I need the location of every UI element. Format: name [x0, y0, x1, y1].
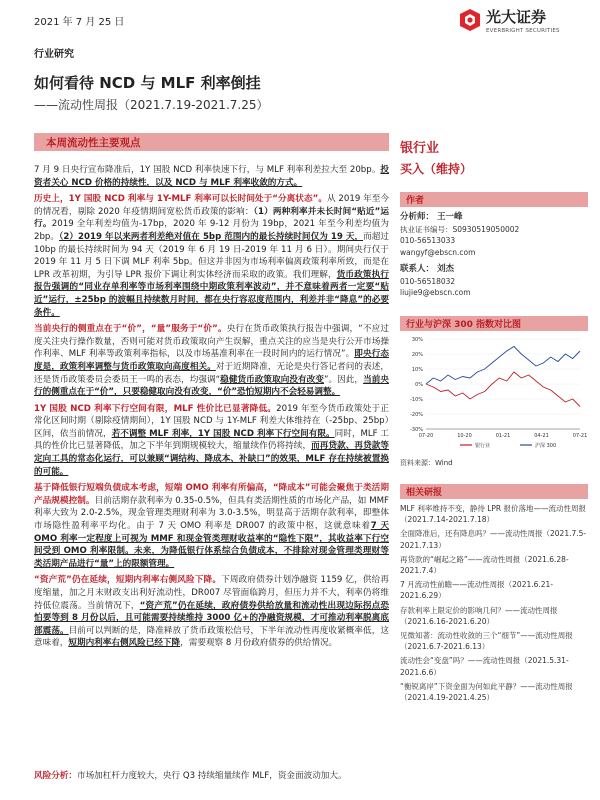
- report-body: [34, 164, 389, 654]
- report-date: 2021 年 7 月 25 日: [34, 17, 125, 28]
- reports-header-label: 相关研报: [406, 488, 443, 498]
- paragraph-text: 而超过 10bp 的最长持续时间为 94 天（2019 年 6 月 19 日-2019 年 11 月 6 日）。期间央行仅于 2019 年 11 月 5 日下调 MLF 利率 5bp。但这并非因为市场利率偏离政策利率所致，而是在 LPR 改革初期，为引导 LPR 报价下调让利实体经济而采取的政策。我们理解，: [34, 231, 389, 280]
- author-detail: 执业证书编号：S0930519050002: [400, 224, 520, 234]
- body-paragraph: [34, 403, 389, 479]
- paragraph-text: ，需要观察 8 月份政府债券的供给情况。: [180, 638, 338, 649]
- everbright-logo-icon: [458, 8, 482, 32]
- reports-header: [400, 484, 588, 499]
- paragraph-text: “资产荒”仍在延续，短期内利率右侧风险下降。: [34, 575, 222, 586]
- paragraph-text: 当前央行的侧重点在于“价”，只要稳健取向没有改变，“价”恐怕短期内不会轻易调整。: [34, 374, 389, 398]
- legend-label: 沪深 300: [535, 443, 557, 449]
- paragraph-text: （2）2019 年以来两者利差绝对值在 5bp 范围内的最长持续时间仅为 19 天，: [59, 231, 364, 242]
- body-paragraph: [34, 482, 389, 570]
- related-report-link[interactable]: 全面降准后，还有降息吗？——流动性周报（2021.7.5-2021.7.13）: [400, 529, 587, 550]
- paragraph-text: 同时，MLF 工具的性价比已显著降低，加之下半年到期规模较大，缩量续作仍将持续，: [34, 428, 389, 452]
- paragraph-text: 从 2019 年至今的情况看，剔除 2020 年疫情期间宽松货币政策的影响：: [34, 194, 389, 217]
- paragraph-text: 若不调整 MLF 利率，1Y 国股 NCD 利率下行空间有限。: [111, 428, 335, 439]
- paragraph-text: 7 天 OMO 利率一定程度上可视为 MMF 和现金管类理财收益率的“隐性下限”，其收益率下行空间受到 OMO 利率限制。未来，为降低银行体系综合负债成本，不排除对现金管理类理财等类活期产品进行“量”上的限额管理。: [34, 521, 389, 569]
- series-line-1: [426, 347, 580, 385]
- y-tick-label: 0%: [415, 382, 423, 388]
- y-tick-label: -30%: [410, 427, 423, 433]
- paragraph-text: 投资者关心 NCD 价格的持续性，以及 NCD 与 MLF 利率收敛的方式。: [34, 165, 389, 188]
- y-tick-label: -10%: [410, 397, 423, 403]
- chart-header-label: 行业与沪深 300 指数对比图: [406, 320, 522, 330]
- risk-label: 风险分析：: [34, 771, 77, 781]
- industry-name: 银行业: [400, 141, 440, 156]
- report-title: 如何看待 NCD 与 MLF 利率倒挂: [34, 74, 261, 92]
- index-comparison-chart: [400, 333, 588, 453]
- report-category: 行业研究: [34, 49, 74, 60]
- author-list: [400, 212, 588, 305]
- rating: 买入（维持）: [400, 162, 473, 176]
- paragraph-text: 2019 全年利差均值为-17bp，2020 年 9-12 月份为 19bp，2021 年至今利差均值为 2bp。: [34, 219, 389, 242]
- author-detail: liujie9@ebscn.com: [400, 288, 471, 297]
- logo-subtext: EVERBRIGHT SECURITIES: [486, 28, 560, 34]
- x-tick-label: 01-21: [495, 433, 511, 439]
- x-tick-label: 10-20: [457, 433, 472, 439]
- paragraph-text: 目前活期存款利率为 0.35-0.5%，但具有类活期性质的市场化产品，如 MMF 利率大致为 2.0-2.5%，现金管理类理财利率为 3.0-3.5%，明显高于活期存款利率，即整体市场隐性盈利率平均化。由于 7 天 OMO 利率是 DR007 的政策中枢，这就意味着: [34, 495, 389, 532]
- y-tick-label: 10%: [411, 367, 423, 373]
- y-tick-label: -20%: [410, 412, 423, 418]
- author-header: [400, 192, 588, 207]
- paragraph-text: ”。因此，: [323, 374, 364, 385]
- paragraph-text: 短期内利率右侧风险已经下降: [68, 638, 181, 649]
- report-subtitle: ——流动性周报（2021.7.19-2021.7.25）: [34, 98, 269, 112]
- y-tick-label: 20%: [411, 352, 423, 358]
- section-title: 本周流动性主要观点: [46, 137, 141, 149]
- chart-header: [400, 316, 588, 331]
- author-detail: 010-56518032: [400, 276, 456, 286]
- body-paragraph: [34, 164, 389, 189]
- section-header: [34, 133, 389, 151]
- body-paragraph: [34, 574, 389, 650]
- paragraph-text: 央行在货币政策执行报告中强调，“不应过度关注央行操作数量，否则可能对货币政策取向产生误解，重点关注的应当是央行公开市场操作利率、MLF 利率等政策利率指标，以及市场基准利率在一段时间内的运行情况”。: [34, 324, 390, 360]
- related-reports: [400, 503, 588, 706]
- related-report-link[interactable]: “衡锐离岸”下资金面为何如此平静？——流动性周报（2021.4.19-2021.4.25）: [400, 681, 573, 703]
- series-line-0: [426, 372, 580, 407]
- paragraph-text: 货币政策执行报告强调的“同业存单利率等市场利率围绕中期政策利率波动”，并不意味着两者一定要“贴近”运行，±25bp 的波幅且持续数月时间，都在央行容忍度范围内，利差并非“降息”的必要条件。: [34, 269, 389, 318]
- author-name: 联系人： 刘杰: [400, 264, 454, 274]
- author-detail: 010-56513033: [400, 236, 456, 245]
- paragraph-text: 基于降低银行短端负债成本考虑，短端 OMO 利率有所偏高，“降成本”可能会聚焦于类活期产品规模控制。: [34, 483, 389, 506]
- legend-label: 银行业: [475, 443, 491, 449]
- paragraph-text: 对于近期降准，无论是央行答记者问的表述，还是货币政策委员会委员王一鸣的表态，均强调“: [34, 361, 389, 385]
- paragraph-text: 7 月 9 日央行宣布降准后，1Y 国股 NCD 利率快速下行，与 MLF 利率利差拉大至 20bp。: [34, 165, 381, 175]
- body-paragraph: [34, 323, 389, 399]
- paragraph-text: 历史上，1Y 国股 NCD 利率与 1Y-MLF 利率可以长时间处于“分离状态”。: [34, 194, 327, 205]
- paragraph-text: 下周政府债券计划净融资 1159 亿，供给再度缩量，加之月末财政支出利好流动性，DR007 尽管面临跨月，但压力并不大，利率仍将维持低位震荡。当前情况下，: [34, 575, 389, 611]
- related-report-link[interactable]: 见微知著：流动性收敛的三个“细节”——流动性周报（2021.6.7-2021.6.13）: [400, 631, 573, 652]
- author-detail: wangyf@ebscn.com: [400, 247, 476, 257]
- author-entry: [400, 264, 588, 299]
- paragraph-text: （1）两种利率并未长时间“贴近”运行。: [34, 206, 389, 230]
- paragraph-text: “资产荒”仍在延续，政府债券供给放量和流动性出现边际拐点恐怕要等到 8 月份以后，且可能需要持续维持 3000 亿+的净融资规模，才可推动利率脱离底部震荡。: [34, 600, 389, 636]
- paragraph-text: 稳健货币政策取向没有改变: [220, 374, 324, 385]
- related-report-link[interactable]: 存款利率上限定价的影响几何？——流动性周报（2021.6.16-2021.6.20）: [400, 605, 558, 626]
- risk-analysis: [34, 770, 389, 783]
- x-tick-label: 04-21: [534, 433, 549, 439]
- risk-text: 市场加杠杆力度较大，央行 Q3 持续缩量续作 MLF，资金面波动加大。: [76, 771, 347, 781]
- company-logo: [458, 6, 590, 40]
- paragraph-text: 而再贷款、再贷款等定向工具的常态化运行，可以兼顾“调结构、降成本、补缺口”的效果，MLF 存在持续被置换的可能。: [34, 441, 389, 477]
- related-report-link[interactable]: 再贷款的“崛起之路”——流动性周报（2021.6.28-2021.7.4）: [400, 554, 569, 576]
- related-report-link[interactable]: 7 月流动性前瞻——流动性周报（2021.6.21-2021.6.29）: [400, 580, 554, 601]
- y-tick-label: 30%: [411, 337, 423, 343]
- logo-text: 光大证券: [486, 8, 547, 26]
- related-report-link[interactable]: 流动性会“变盘”吗？——流动性周报（2021.5.31-2021.6.6）: [400, 656, 569, 677]
- x-tick-label: 07-21: [572, 433, 588, 439]
- author-name: 分析师： 王一峰: [400, 212, 463, 222]
- body-paragraph: [34, 193, 389, 319]
- paragraph-text: 目前可以判断的是，降准释放了货币政策松信号，下半年流动性再度收紧概率低，这意味着，: [34, 625, 389, 649]
- paragraph-text: 1Y 国股 NCD 利率下行空间有限，MLF 性价比已显著降低。: [34, 403, 277, 414]
- x-tick-label: 07-20: [418, 433, 434, 439]
- paragraph-text: 即央行态度是，政策利率调整与货币政策取向高度相关。: [34, 349, 389, 372]
- paragraph-text: 当前央行的侧重点在于“价”，“量”服务于“价”。: [34, 324, 227, 335]
- chart-source: 资料来源：Wind: [400, 459, 453, 467]
- author-entry: [400, 212, 588, 258]
- paragraph-text: 2019 年至今货币政策处于正常化区间时期（剔除疫情期间），1Y 国股 NCD 与 1Y-MLF 利差大体维持在（-25bp、25bp）区间，依当前情况，: [34, 403, 389, 439]
- related-report-link[interactable]: MLF 利率维持不变，静待 LPR 报价落地——流动性周报（2021.7.14-2021.7.18）: [400, 504, 587, 525]
- author-header-label: 作者: [406, 196, 425, 206]
